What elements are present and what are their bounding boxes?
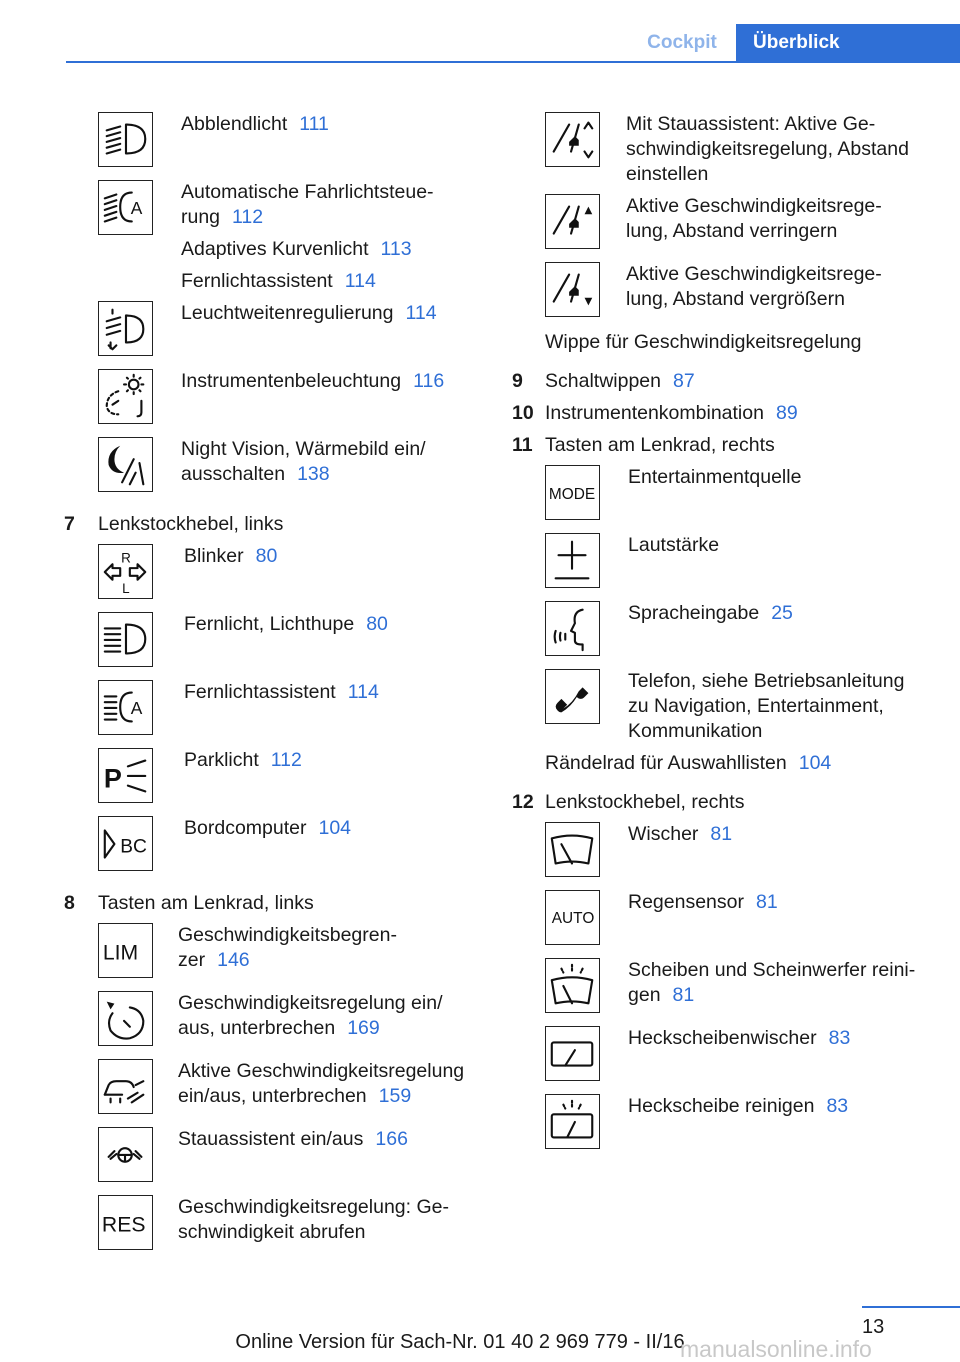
item-res: Geschwindigkeitsregelung: Ge- schwindigkeit abrufen [178,1196,449,1243]
night-vision-icon [98,437,153,492]
page-ref[interactable]: 80 [366,613,388,635]
rear-wiper-icon [545,1026,600,1081]
item-stauassistent: Stauassistent ein/aus 166 [178,1128,408,1150]
svg-text:A: A [130,697,143,718]
traffic-jam-assistant-icon [98,1127,153,1182]
parking-light-icon [98,748,153,803]
item-aktive-geschwindigkeit: Aktive Geschwindigkeitsregelung ein/aus, unterbrechen 159 [178,1060,465,1107]
svg-text:AUTO: AUTO [551,909,595,927]
high-beam-icon [98,612,153,667]
header-rule [66,61,960,63]
footer-rule [862,1306,960,1308]
item-tempomat: Geschwindigkeitsregelung ein/ aus, unterbrechen 169 [178,992,443,1039]
tab-ueberblick[interactable]: Überblick [736,24,960,61]
item-heckscheibe-reinigen: Heckscheibe reinigen 83 [628,1095,849,1117]
distance-adjust-icon [545,112,600,167]
section-title: Lenkstockhebel, links [98,513,284,535]
item-kurvenlicht: Adaptives Kurvenlicht 113 [181,238,412,260]
page-ref[interactable]: 83 [828,1027,851,1049]
section-number: 11 [512,434,533,456]
wiper-icon [545,822,600,877]
page-ref[interactable]: 138 [297,463,330,485]
item-spracheingabe: Spracheingabe 25 [628,602,793,624]
item-raendelrad: Rändelrad für Auswahllisten 104 [545,752,832,774]
svg-text:A: A [130,197,143,218]
item-regensensor: Regensensor 81 [628,891,778,913]
item-blinker: Blinker 80 [184,545,278,567]
page-ref[interactable]: 166 [375,1128,408,1150]
section-title: Schaltwippen 87 [545,370,695,392]
page-ref[interactable]: 114 [344,270,376,292]
svg-text:MODE: MODE [548,485,596,503]
item-lautstaerke: Lautstärke [628,534,720,556]
section-number: 8 [64,892,75,914]
item-abblendlicht: Abblendlicht 111 [181,113,329,135]
lim-icon [98,923,153,978]
rear-washer-icon [545,1094,600,1149]
page-ref[interactable]: 80 [255,545,278,567]
item-entertainmentquelle: Entertainmentquelle [628,466,802,488]
item-scheibe-reinigen: Scheiben und Scheinwerfer reini- gen 81 [628,959,916,1006]
bc-icon [98,816,153,871]
page-ref[interactable]: 113 [380,238,412,260]
page-ref[interactable]: 111 [299,113,329,135]
item-fernlichtassistent-b: Fernlichtassistent 114 [184,681,379,703]
section-title: Instrumentenkombination 89 [545,402,798,424]
item-leuchtweite: Leuchtweitenregulierung 114 [181,302,437,324]
item-abstand-vergroessern: Aktive Geschwindigkeitsrege- lung, Abstand vergrößern [626,263,882,310]
item-bordcomputer: Bordcomputer 104 [184,817,352,839]
high-beam-assistant-icon [98,680,153,735]
item-wischer: Wischer 81 [628,823,733,845]
page-ref[interactable]: 112 [270,749,302,771]
low-beam-icon [98,112,153,167]
page-number: 13 [862,1316,885,1338]
svg-text:P: P [103,763,122,794]
res-icon [98,1195,153,1250]
section-title: Tasten am Lenkrad, links [98,892,314,914]
item-auto-fahrlicht: Automatische Fahrlichtsteue- rung 112 [181,181,434,228]
page-ref[interactable]: 104 [798,752,832,774]
section-title: Tasten am Lenkrad, rechts [545,434,775,456]
svg-text:R: R [121,550,131,566]
item-begrenzer: Geschwindigkeitsbegren- zer 146 [178,924,397,971]
section-number: 12 [512,791,534,813]
section-number: 10 [512,402,534,424]
svg-text:LIM: LIM [102,941,139,965]
page-ref[interactable]: 114 [347,681,379,703]
item-wippe: Wippe für Geschwindigkeitsregelung [545,331,862,353]
page-ref[interactable]: 87 [673,370,695,392]
page-ref[interactable]: 104 [318,817,352,839]
item-abstand-einstellen: Mit Stauassistent: Aktive Ge- schwindigkeitsregelung, Abstand einstellen [626,113,909,185]
svg-text:RES: RES [101,1213,146,1237]
washer-icon [545,958,600,1013]
page-ref[interactable]: 112 [232,206,264,228]
page-ref[interactable]: 116 [413,370,445,392]
instrument-lighting-icon [98,369,153,424]
item-heckwischer: Heckscheibenwischer 83 [628,1027,851,1049]
page-ref[interactable]: 81 [756,891,778,913]
page-ref[interactable]: 83 [826,1095,849,1117]
section-title: Lenkstockhebel, rechts [545,791,745,813]
auto-headlight-icon [98,180,153,235]
item-parklicht: Parklicht 112 [184,749,302,771]
voice-input-icon [545,601,600,656]
distance-increase-icon [545,262,600,317]
active-cruise-icon [98,1059,153,1114]
item-fernlicht: Fernlicht, Lichthupe 80 [184,613,388,635]
cruise-control-icon [98,991,153,1046]
page-ref[interactable]: 146 [217,949,250,971]
turn-signal-icon [98,544,153,599]
svg-text:L: L [122,581,130,597]
headlight-range-icon [98,301,153,356]
rain-sensor-icon [545,890,600,945]
page-ref[interactable]: 81 [710,823,733,845]
item-fernlichtassistent-a: Fernlichtassistent 114 [181,270,376,292]
page-ref[interactable]: 169 [347,1017,380,1039]
page-ref[interactable]: 114 [405,302,437,324]
item-telefon: Telefon, siehe Betriebsanleitung zu Navigation, Entertainment, Kommunikation [628,670,905,742]
volume-icon [545,533,600,588]
tab-cockpit[interactable]: Cockpit [647,32,717,53]
page-ref[interactable]: 81 [672,984,695,1006]
watermark: manualsonline.info [680,1336,872,1362]
item-instrumentenbeleuchtung: Instrumentenbeleuchtung 116 [181,370,445,392]
phone-icon [545,669,600,724]
distance-decrease-icon [545,194,600,249]
page-ref[interactable]: 159 [378,1085,412,1107]
page-ref[interactable]: 25 [771,602,793,624]
section-number: 9 [512,370,523,392]
mode-icon [545,465,600,520]
footer-text: Online Version für Sach-Nr. 01 40 2 969 779 - II/16 [235,1331,685,1353]
section-number: 7 [64,513,75,535]
page-ref[interactable]: 89 [775,402,798,424]
item-night-vision: Night Vision, Wärmebild ein/ ausschalten 138 [181,438,426,485]
item-abstand-verringern: Aktive Geschwindigkeitsrege- lung, Abstand verringern [626,195,882,242]
svg-text:BC: BC [120,836,147,858]
